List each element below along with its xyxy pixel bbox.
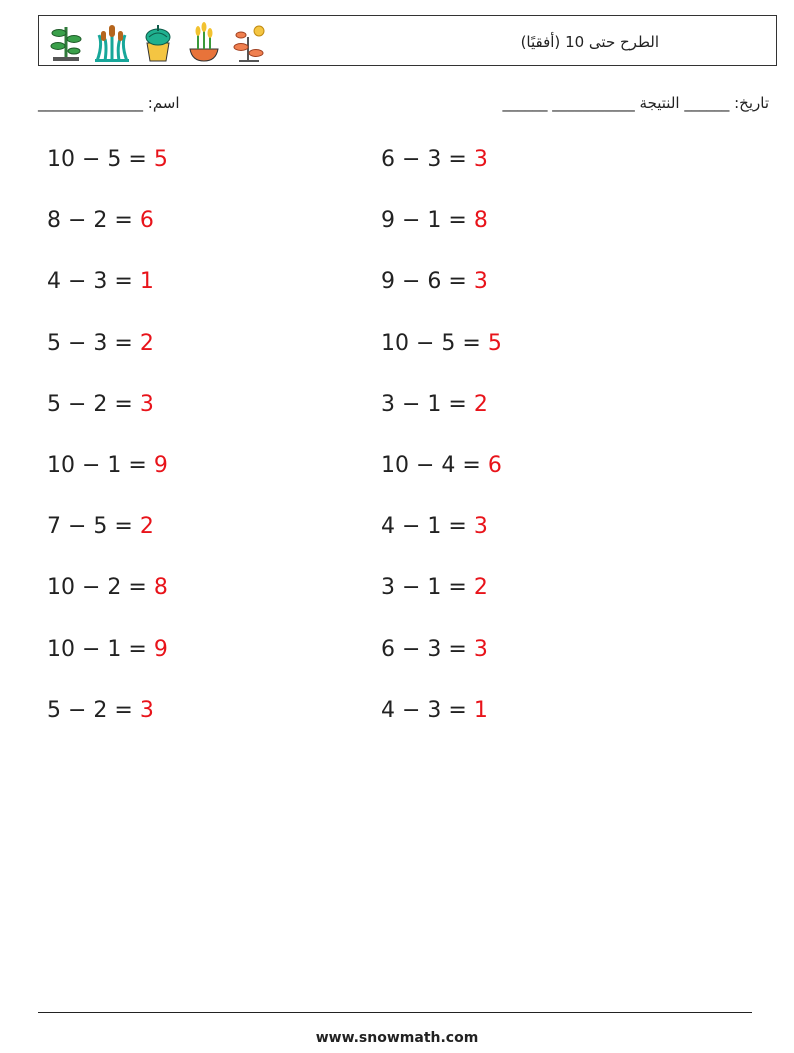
problem-answer: 2	[139, 514, 154, 540]
flower-sun-icon	[231, 21, 269, 63]
problem-item	[47, 637, 168, 662]
problem-answer: 3	[473, 514, 488, 540]
problem-expression: 10 − 5 =	[381, 330, 488, 356]
problem-answer: 1	[473, 697, 488, 723]
problem-item	[381, 637, 488, 662]
problem-expression: 5 − 2 =	[47, 697, 140, 723]
problem-item	[381, 698, 488, 723]
problem-item	[47, 698, 154, 723]
problem-item	[47, 392, 154, 417]
problem-expression: 9 − 6 =	[381, 269, 474, 295]
problem-expression: 6 − 3 =	[381, 147, 474, 172]
problem-expression: 7 − 5 =	[47, 514, 140, 540]
footer-url: www.snowmath.com	[315, 1030, 479, 1046]
problem-answer: 3	[473, 636, 488, 662]
problem-answer: 8	[153, 575, 168, 601]
potted-plant-icon	[139, 21, 177, 63]
problem-expression: 3 − 1 =	[381, 391, 474, 417]
problem-answer: 9	[153, 636, 168, 662]
problem-answer: 5	[153, 147, 168, 172]
icon-strip	[47, 21, 269, 63]
problem-answer: 3	[139, 391, 154, 417]
worksheet-title: الطرح حتى 10 (أفقيًا)	[520, 33, 659, 51]
problem-item	[47, 453, 168, 478]
problem-expression: 4 − 1 =	[381, 514, 474, 540]
problem-expression: 6 − 3 =	[381, 636, 474, 662]
problem-item	[47, 147, 168, 172]
problem-item	[47, 514, 154, 539]
problem-expression: 10 − 4 =	[381, 453, 488, 478]
footer-divider	[38, 1012, 752, 1013]
problem-item	[381, 269, 488, 294]
problem-answer: 2	[473, 575, 488, 601]
problem-answer: 3	[473, 147, 488, 172]
problem-answer: 9	[153, 453, 168, 478]
problem-item	[381, 453, 502, 478]
problem-answer: 2	[139, 330, 154, 356]
problem-item	[381, 147, 488, 172]
problem-expression: 5 − 2 =	[47, 391, 140, 417]
problem-answer: 6	[487, 453, 502, 478]
problem-item	[381, 331, 502, 356]
problem-item	[47, 269, 154, 294]
plant-sprout-icon	[47, 21, 85, 63]
problem-item	[47, 331, 154, 356]
problem-expression: 5 − 3 =	[47, 330, 140, 356]
problem-expression: 4 − 3 =	[47, 269, 140, 295]
problem-expression: 9 − 1 =	[381, 208, 474, 234]
header-box	[38, 15, 777, 66]
problem-expression: 10 − 2 =	[47, 575, 154, 601]
problem-expression: 4 − 3 =	[381, 697, 474, 723]
problem-expression: 10 − 5 =	[47, 147, 154, 172]
problem-expression: 10 − 1 =	[47, 453, 154, 478]
name-field: اسم: ______________	[38, 94, 180, 112]
problem-item	[47, 208, 154, 233]
problem-answer: 6	[139, 208, 154, 234]
potted-wheat-icon	[185, 21, 223, 63]
problem-answer: 1	[139, 269, 154, 295]
problem-answer: 3	[473, 269, 488, 295]
problem-item	[381, 575, 488, 600]
problem-answer: 5	[487, 330, 502, 356]
problem-answer: 8	[473, 208, 488, 234]
problem-item	[381, 514, 488, 539]
problem-answer: 2	[473, 391, 488, 417]
date-score-field: تاريخ: ______ النتيجة ___________ ______	[502, 94, 769, 112]
problem-item	[381, 208, 488, 233]
problem-expression: 10 − 1 =	[47, 636, 154, 662]
problem-answer: 3	[139, 697, 154, 723]
problem-item	[47, 575, 168, 600]
cattail-grass-icon	[93, 21, 131, 63]
problem-expression: 3 − 1 =	[381, 575, 474, 601]
problem-expression: 8 − 2 =	[47, 208, 140, 234]
problem-item	[381, 392, 488, 417]
